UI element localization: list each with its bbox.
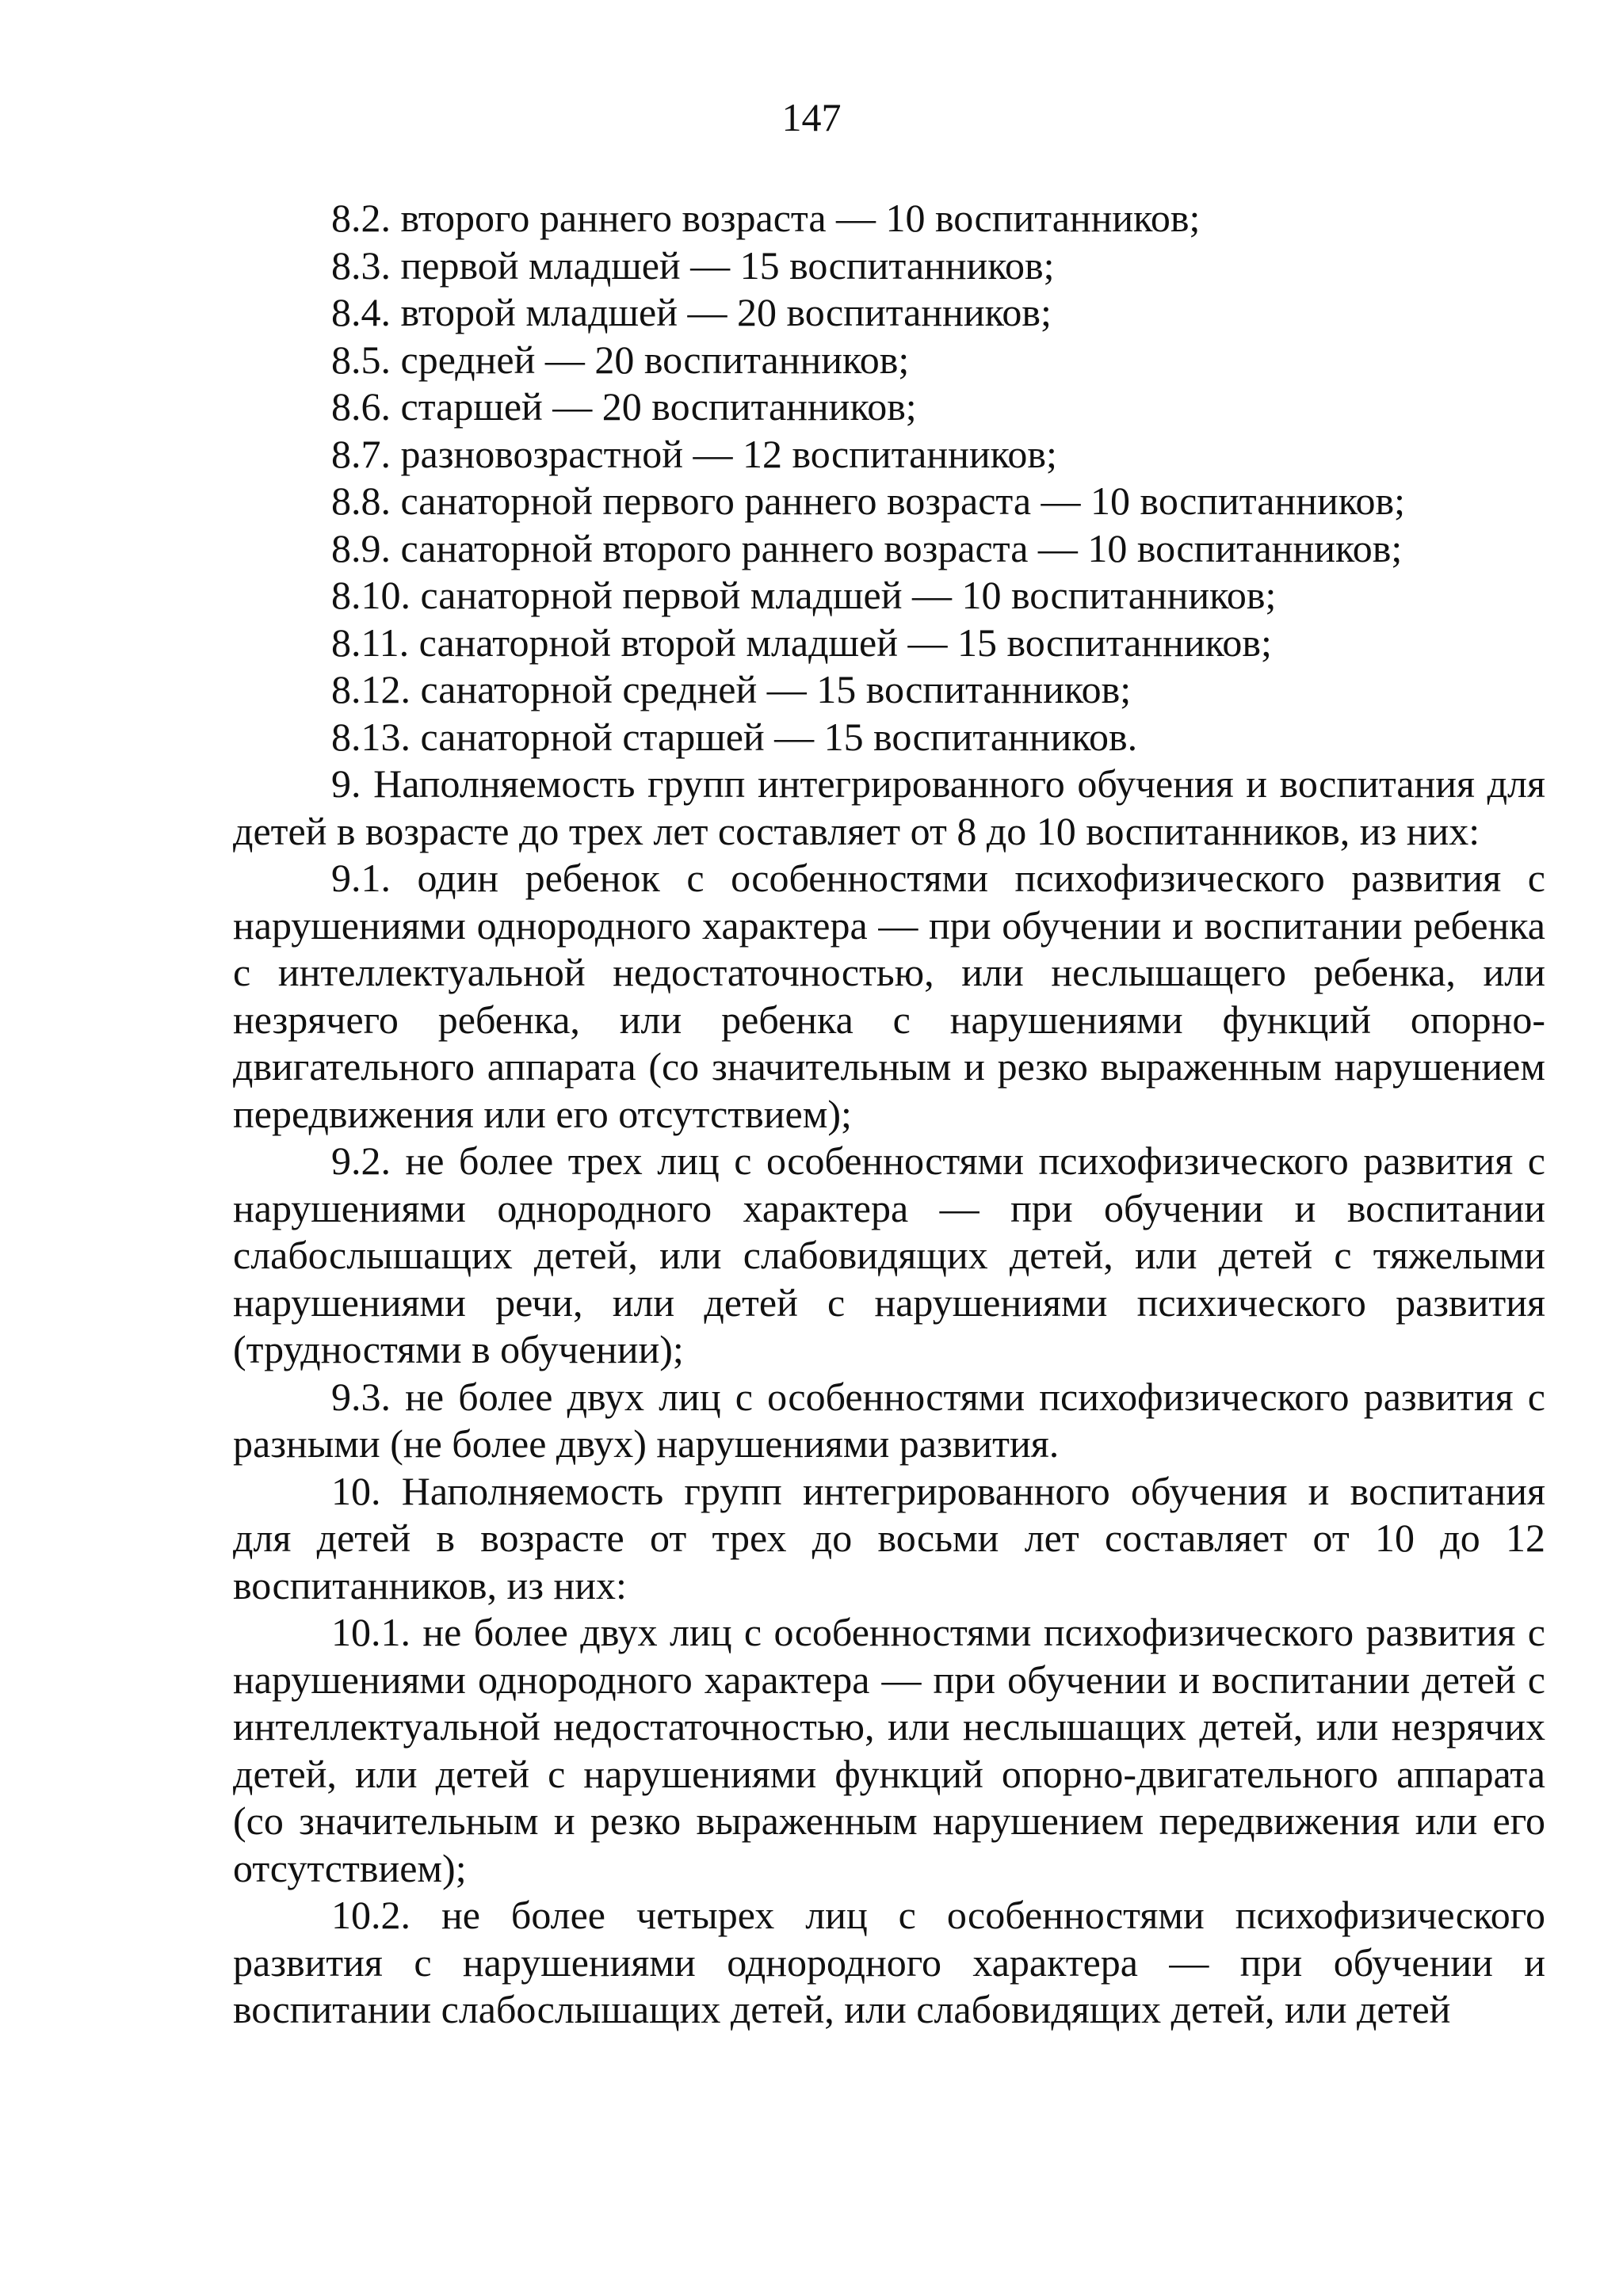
page-number: 147 xyxy=(781,95,842,139)
paragraph-9: 9. Наполняемость групп интегрированного обучения и воспитания для детей в возрасте до трех лет составляет от 8 до 10 воспитанников, из них: xyxy=(233,761,1545,853)
paragraph-9-1: 9.1. один ребенок с особенностями психофизического развития с нарушениями однородного характера — при обучении и воспитании ребенка с интеллектуальной недостаточностью, или неслышащего ребенка, или незрячего ребенка, или ребенка с нарушениями функций опорно-двигательного аппарата (со значительным и резко выраженным нарушением передвижения или его отсутствием); xyxy=(233,856,1545,1136)
list-item: 8.12. санаторной средней — 15 воспитанников; xyxy=(331,667,1132,711)
document-body xyxy=(233,195,1545,2034)
paragraph-9-2: 9.2. не более трех лиц с особенностями психофизического развития с нарушениями однородного характера — при обучении и воспитании слабослышащих детей, или слабовидящих детей, или детей с тяжелыми нарушениями речи, или детей с нарушениями психического развития (трудностями в обучении); xyxy=(233,1138,1545,1371)
list-item: 8.5. средней — 20 воспитанников; xyxy=(331,337,910,382)
list-item: 8.2. второго раннего возраста — 10 воспитанников; xyxy=(331,196,1201,240)
list-item: 8.8. санаторной первого раннего возраста — 10 воспитанников; xyxy=(331,479,1405,523)
list-item: 8.6. старшей — 20 воспитанников; xyxy=(331,384,917,429)
paragraph-9-3: 9.3. не более двух лиц с особенностями психофизического развития с разными (не более двух) нарушениями развития. xyxy=(233,1374,1545,1466)
list-item: 8.7. разновозрастной — 12 воспитанников; xyxy=(331,431,1057,476)
list-item: 8.3. первой младшей — 15 воспитанников; xyxy=(331,242,1055,288)
list-item: 8.4. второй младшей — 20 воспитанников; xyxy=(331,290,1052,334)
list-item: 8.10. санаторной первой младшей — 10 воспитанников; xyxy=(331,573,1277,617)
paragraph-10-2: 10.2. не более четырех лиц с особенностями психофизического развития с нарушениями однородного характера — при обучении и воспитании слабослышащих детей, или слабовидящих детей, или детей xyxy=(233,1893,1545,2031)
paragraph-10: 10. Наполняемость групп интегрированного обучения и воспитания для детей в возрасте от трех до восьми лет составляет от 10 до 12 воспитанников, из них: xyxy=(233,1468,1545,1608)
list-item: 8.9. санаторной второго раннего возраста — 10 воспитанников; xyxy=(331,525,1403,570)
paragraph-10-1: 10.1. не более двух лиц с особенностями психофизического развития с нарушениями однородного характера — при обучении и воспитании детей с интеллектуальной недостаточностью, или неслышащих детей, или незрячих детей, или детей с нарушениями функций опорно-двигательного аппарата (со значительным и резко выраженным нарушением передвижения или его отсутствием); xyxy=(233,1610,1545,1890)
list-item: 8.13. санаторной старшей — 15 воспитанников. xyxy=(331,714,1138,759)
list-item: 8.11. санаторной второй младшей — 15 воспитанников; xyxy=(331,620,1272,665)
